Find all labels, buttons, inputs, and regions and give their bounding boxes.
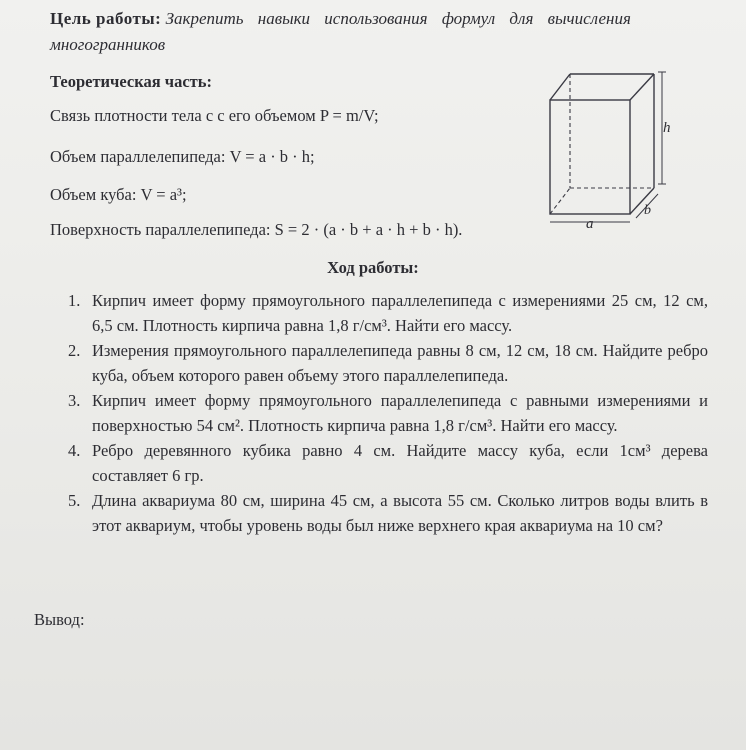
task-item [56, 438, 708, 488]
formula-cube-volume: Объем куба: V = a³; [50, 185, 187, 204]
formula-density: Связь плотности тела с с его объемом P = m/V; [50, 106, 379, 125]
task-number: 1. [68, 291, 81, 310]
task-number: 5. [68, 491, 81, 510]
task-number: 4. [68, 441, 81, 460]
front-face [550, 100, 630, 214]
goal-text: Закрепить навыки использования формул для вычисления многогранников [50, 9, 631, 54]
progress-title: Ход работы: [327, 258, 419, 277]
task-text: Длина аквариума 80 см, ширина 45 см, а высота 55 см. Сколько литров воды влить в этот аквариум, чтобы уровень воды был ниже верхнего края аквариума на 10 см? [92, 491, 708, 535]
task-text: Ребро деревянного кубика равно 4 см. Найдите массу куба, если 1см³ дерева составляет 6 гр. [92, 441, 708, 485]
task-item [56, 388, 708, 438]
parallelepiped-diagram [540, 66, 674, 236]
theory-title: Теоретическая часть: [50, 72, 212, 91]
goal-label: Цель работы: [50, 9, 162, 28]
task-number: 3. [68, 391, 81, 410]
label-b: b [644, 203, 651, 218]
task-text: Кирпич имеет форму прямоугольного параллелепипеда с равными измерениями и поверхностью 54 см². Плотность кирпича равна 1,8 г/см³. Найти его массу. [92, 391, 708, 435]
task-text: Кирпич имеет форму прямоугольного параллелепипеда с измерениями 25 см, 12 см, 6,5 см. Плотность кирпича равна 1,8 г/см³. Найти его массу. [92, 291, 708, 335]
task-text: Измерения прямоугольного параллелепипеда равны 8 см, 12 см, 18 см. Найдите ребро куба, объем которого равен объему этого параллелепипеда. [92, 341, 708, 385]
label-a: a [586, 216, 594, 232]
task-number: 2. [68, 341, 81, 360]
goal-paragraph [50, 6, 720, 58]
conclusion-label: Вывод: [34, 610, 85, 629]
formula-box-volume: Объем параллелепипеда: V = a · b · h; [50, 147, 315, 166]
task-item [56, 288, 708, 338]
task-list [56, 288, 708, 538]
label-h: h [663, 120, 671, 136]
task-item [56, 488, 708, 538]
formula-box-surface: Поверхность параллелепипеда: S = 2 · (a · b + a · h + b · h). [50, 220, 463, 239]
task-item [56, 338, 708, 388]
